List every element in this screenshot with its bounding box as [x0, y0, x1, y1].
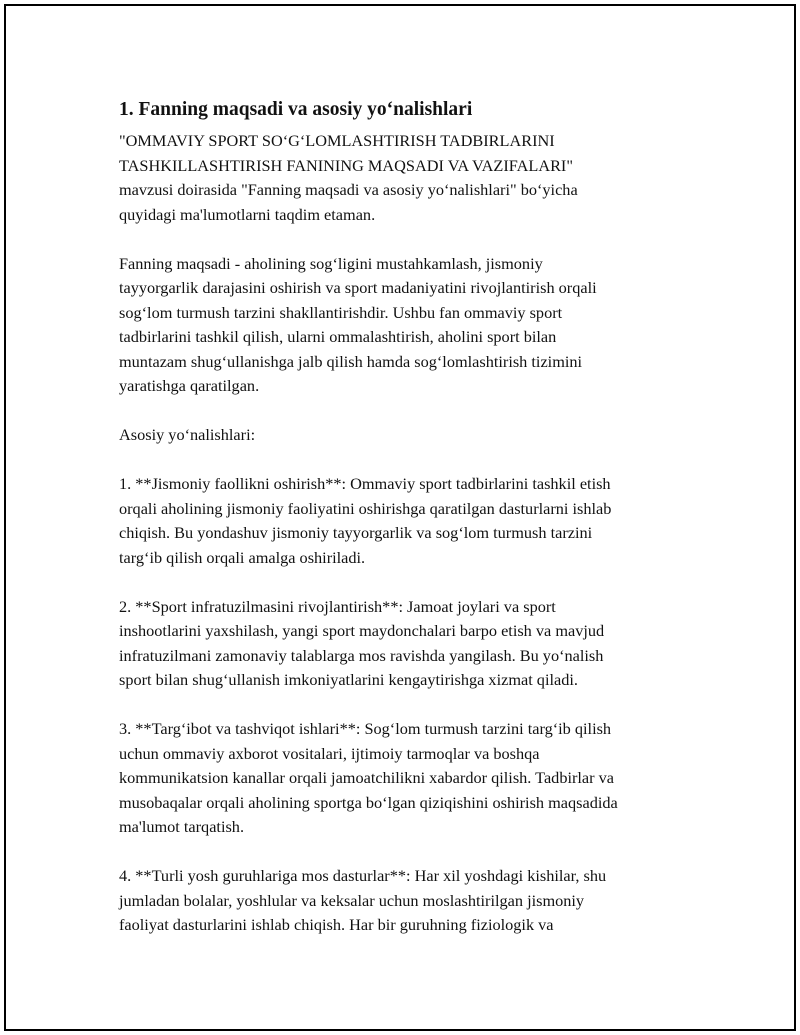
directions-label: Asosiy yo‘nalishlari:: [119, 425, 256, 444]
document-page: [4, 4, 796, 1031]
direction-item-4: 4. **Turli yosh guruhlariga mos dasturlar**: Har xil yoshdagi kishilar, shu jumladan bolalar, yoshlular va keksalar uchun moslashtirilgan jismoniy faoliyat dasturlarini ishlab chiqish. Har bir guruhning fiziologik va: [119, 866, 607, 934]
purpose-paragraph: Fanning maqsadi - aholining sog‘ligini mustahkamlash, jismoniy tayyorgarlik darajasini oshirish va sport madaniyatini rivojlantirish orqali sog‘lom turmush tarzini shakllantirishdir. Ushbu fan ommaviy sport tadbirlarini tashkil qilish, ularni ommalashtirish, aholini sport bilan muntazam shug‘ullanishga jalb qilish hamda sog‘lomlashtirish tizimini yaratishga qaratilgan.: [119, 253, 597, 395]
section-heading: 1. Fanning maqsadi va asosiy yo‘nalishlari: [119, 99, 473, 120]
direction-item-3: 3. **Targ‘ibot va tashviqot ishlari**: Sog‘lom turmush tarzini targ‘ib qilish uchun ommaviy axborot vositalari, ijtimoiy tarmoqlar va boshqa kommunikatsion kanallar orqali jamoatchilikni xabardor qilish. Tadbirlar va musobaqalar orqali aholining sportga bo‘lgan qiziqishini oshirish maqsadida ma'lumot tarqatish.: [119, 719, 618, 836]
intro-paragraph: "OMMAVIY SPORT SO‘G‘LOMLASHTIRISH TADBIRLARINI TASHKILLASHTIRISH FANINING MAQSADI VA VAZIFALARI" mavzusi doirasida "Fanning maqsadi va asosiy yo‘nalishlari" bo‘yicha quyidagi ma'lumotlarni taqdim etaman.: [119, 131, 578, 224]
document-content: [119, 96, 719, 962]
direction-item-2: 2. **Sport infratuzilmasini rivojlantirish**: Jamoat joylari va sport inshootlarini yaxshilash, yangi sport maydonchalari barpo etish va mavjud infratuzilmani zamonaviy talablarga mos ravishda yangilash. Bu yo‘nalish sport bilan shug‘ullanish imkoniyatlarini kengaytirishga xizmat qiladi.: [119, 596, 605, 689]
direction-item-1: 1. **Jismoniy faollikni oshirish**: Ommaviy sport tadbirlarini tashkil etish orqali aholining jismoniy faoliyatini oshirishga qaratilgan dasturlarni ishlab chiqish. Bu yondashuv jismoniy tayyorgarlik va sog‘lom turmush tarzini targ‘ib qilish orqali amalga oshiriladi.: [119, 474, 612, 567]
